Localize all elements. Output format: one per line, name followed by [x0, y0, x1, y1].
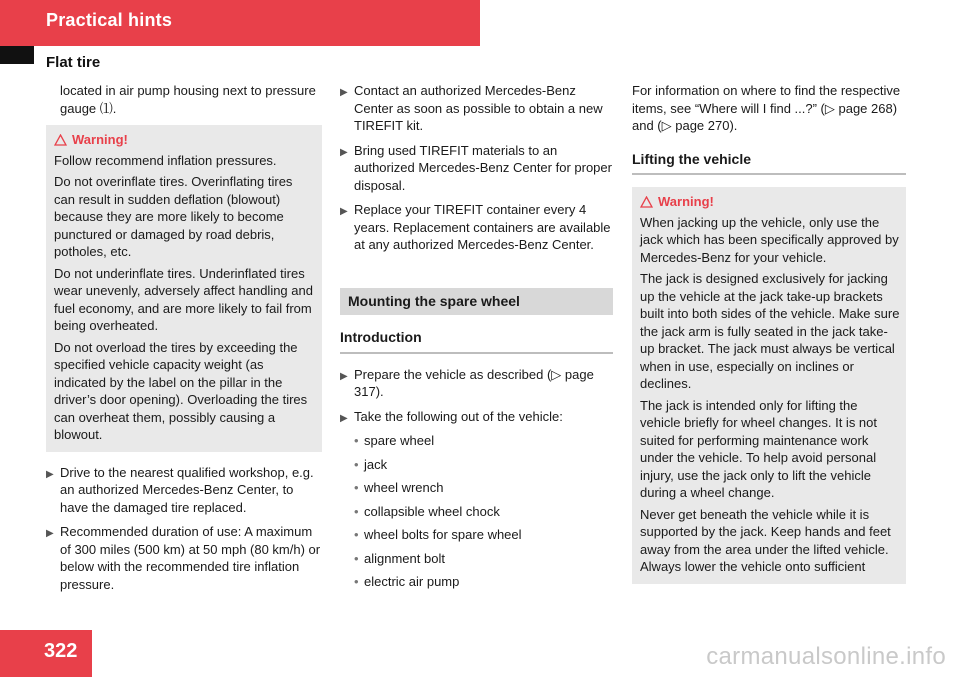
equipment-item-text: electric air pump	[364, 574, 460, 589]
section-heading-bar: Mounting the spare wheel	[340, 288, 613, 316]
equipment-item	[354, 503, 613, 521]
subsection-heading: Lifting the vehicle	[632, 151, 906, 176]
arrow-bullet-icon: ▶	[340, 87, 348, 98]
dot-bullet-icon: •	[354, 527, 359, 542]
intro-text: For information on where to find the respective items, see “Where will I find ...?” (▷ page 268) and (▷ page 270).	[632, 83, 901, 133]
equipment-item-text: alignment bolt	[364, 550, 445, 566]
section-marker	[0, 46, 34, 64]
list-item-text: Contact an authorized Mercedes-Benz Center as soon as possible to obtain a new TIREFIT kit.	[354, 83, 603, 133]
dot-bullet-icon: •	[354, 433, 359, 448]
warning-paragraph: When jacking up the vehicle, only use the jack which has been specifically approved by Mercedes-Benz for your vehicle.	[640, 214, 899, 265]
list-item	[340, 142, 613, 195]
warning-paragraph: The jack is designed exclusively for jacking up the vehicle at the jack take-up brackets built into both sides of the vehicle. Make sure the jack arm is fully seated in the jack take-up bracket. The jack must always be vertical when in use, especially on inclines or declines.	[640, 271, 900, 391]
list-item	[340, 201, 613, 254]
equipment-item-text: wheel wrench	[364, 480, 444, 495]
warning-paragraph: Follow recommend inflation pressures.	[54, 152, 277, 168]
list-item	[46, 523, 322, 593]
equipment-item	[354, 550, 613, 568]
dot-bullet-icon: •	[354, 456, 359, 472]
column-2	[340, 82, 613, 597]
warning-paragraph: Do not overload the tires by exceeding the specified vehicle capacity weight (as indicated by the label on the pillar in the driver’s door opening). Overloading the tires can overheat them, possibly causing a blowout.	[54, 339, 308, 442]
warning-box	[46, 125, 322, 452]
section-title: Flat tire	[46, 54, 101, 71]
list-item-text: Replace your TIREFIT container every 4 years. Replacement containers are available at any authorized Mercedes-Benz Center.	[354, 202, 611, 252]
warning-paragraph: The jack is intended only for lifting the vehicle briefly for wheel changes. It is not suited for performing maintenance work under the vehicle. To help avoid personal injury, use the jack only to lift the vehicle during a wheel change.	[640, 397, 878, 500]
equipment-item-text: wheel bolts for spare wheel	[364, 527, 522, 542]
arrow-bullet-icon: ▶	[46, 528, 54, 539]
warning-paragraph: Never get beneath the vehicle while it is supported by the jack. Keep hands and feet away from the area under the lifted vehicle. Always lower the vehicle onto sufficient	[640, 506, 891, 574]
warning-triangle-icon	[640, 196, 653, 208]
equipment-item	[354, 573, 613, 591]
equipment-item-text: spare wheel	[364, 433, 435, 448]
arrow-bullet-icon: ▶	[340, 370, 348, 382]
list-item	[340, 366, 613, 401]
page-number: 322	[44, 640, 78, 662]
page-number-tab	[0, 630, 92, 677]
list-item	[340, 82, 613, 135]
warning-paragraph: Do not overinflate tires. Overinflating tires can result in sudden deflation (blowout) because they are more likely to become punctured or damaged by road debris, potholes, etc.	[54, 174, 293, 259]
dot-bullet-icon: •	[354, 574, 359, 589]
warning-header	[640, 193, 900, 211]
intro-text: located in air pump housing next to pressure gauge ⑴.	[60, 83, 316, 116]
header-band	[0, 0, 480, 46]
watermark: carmanualsonline.info	[706, 643, 946, 670]
column-3	[632, 82, 906, 596]
equipment-item	[354, 456, 613, 474]
warning-header	[54, 131, 316, 149]
equipment-item-text: collapsible wheel chock	[364, 503, 500, 519]
list-item-text: Drive to the nearest qualified workshop, e.g. an authorized Mercedes-Benz Center, to have the damaged tire replaced.	[60, 464, 314, 515]
subsection-heading: Introduction	[340, 329, 613, 354]
list-item-text: Take the following out of the vehicle:	[354, 408, 563, 424]
equipment-item	[354, 432, 613, 450]
warning-triangle-icon	[54, 134, 67, 146]
arrow-bullet-icon: ▶	[340, 146, 348, 158]
chapter-title: Practical hints	[46, 10, 173, 30]
list-item	[46, 464, 322, 517]
dot-bullet-icon: •	[354, 503, 359, 519]
warning-title: Warning!	[72, 132, 128, 147]
warning-title: Warning!	[658, 194, 714, 209]
warning-paragraph: Do not underinflate tires. Underinflated tires wear unevenly, adversely affect handling and fuel economy, and are more likely to fail from being overheated.	[54, 265, 313, 333]
arrow-bullet-icon: ▶	[340, 412, 348, 424]
dot-bullet-icon: •	[354, 480, 359, 495]
equipment-list	[354, 432, 613, 591]
warning-box	[632, 187, 906, 584]
arrow-bullet-icon: ▶	[46, 468, 54, 480]
list-item	[340, 408, 613, 428]
column-1	[46, 82, 322, 600]
equipment-item	[354, 479, 613, 497]
equipment-item-text: jack	[364, 456, 388, 472]
equipment-item	[354, 526, 613, 544]
list-item-text: Bring used TIREFIT materials to an authorized Mercedes-Benz Center for proper disposal.	[354, 142, 612, 193]
dot-bullet-icon: •	[354, 550, 359, 566]
list-item-text: Prepare the vehicle as described (▷ page 317).	[354, 366, 594, 399]
list-item-text: Recommended duration of use: A maximum of 300 miles (500 km) at 50 mph (80 km/h) or below with the recommended tire inflation pressure.	[60, 524, 321, 592]
arrow-bullet-icon: ▶	[340, 206, 348, 217]
